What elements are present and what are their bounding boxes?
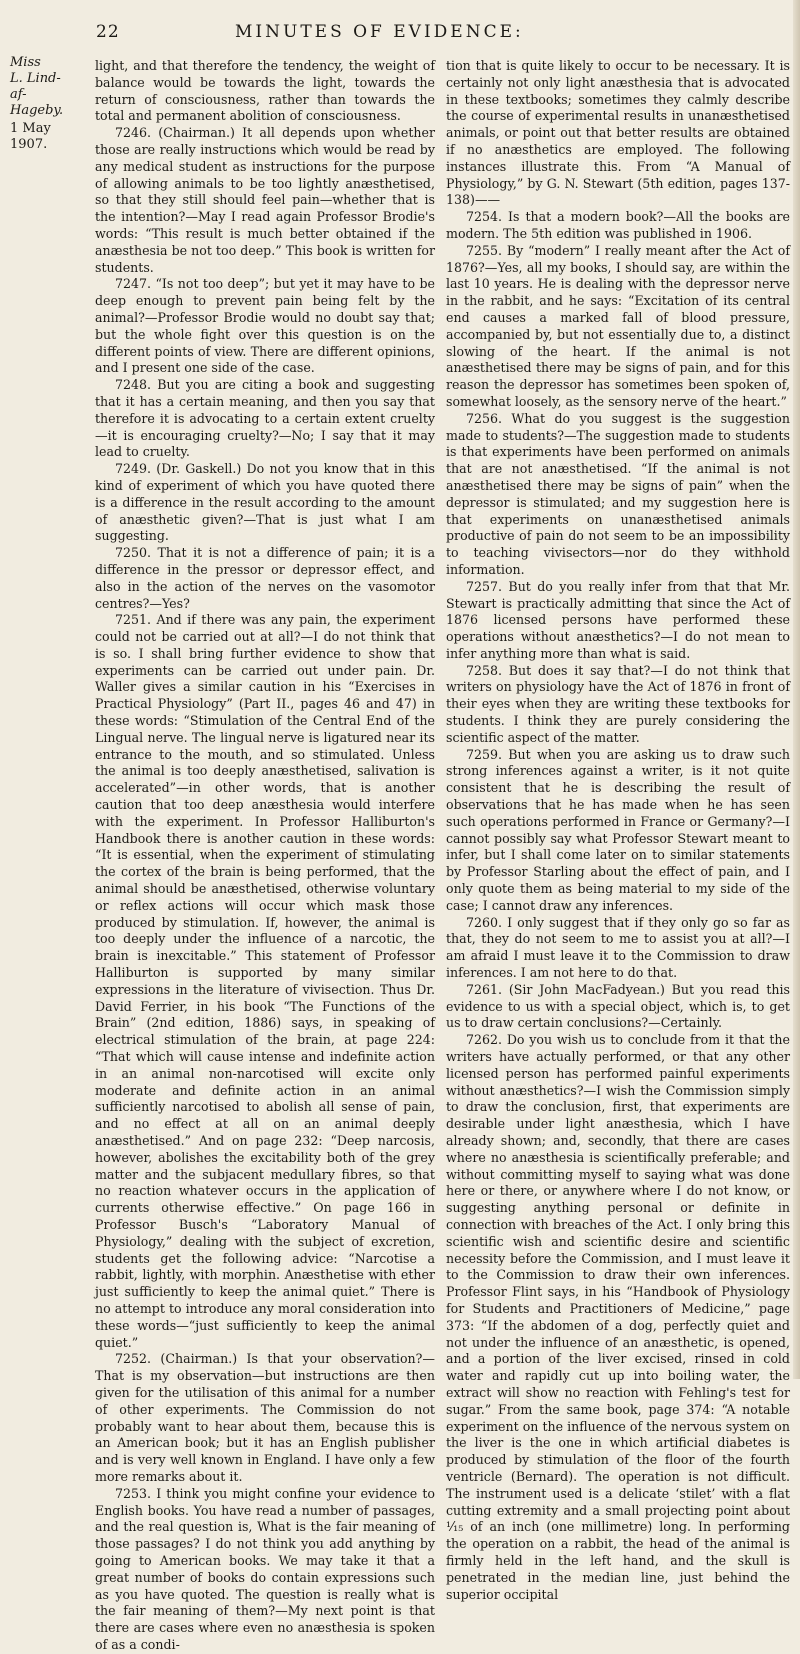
paragraph: 7247. “Is not too deep”; but yet it may have to be deep enough to prevent pain being felt by the animal?—Professor Brodie would no doubt say that; but the whole fight over this question is on the different points of view. There are different opinions, and I present one side of the case. (95, 276, 435, 376)
left-column (95, 58, 435, 1654)
paragraph: tion that is quite likely to occur to be necessary. It is certainly not only light anæsthesia that is advocated in these textbooks; sometimes they calmly describe the course of experimental results in unanæsthetised animals, or point out that better results are obtained if no anæsthetics are employed. The following instances illustrate this. From “A Manual of Physiology,” by G. N. Stewart (5th edition, pages 137-138)—— (446, 58, 790, 208)
paragraph: 7261. (Sir John MacFadyean.) But you read this evidence to us with a special object, which is, to get us to draw certain conclusions?—Certainly. (446, 981, 790, 1031)
paragraph: light, and that therefore the tendency, the weight of balance would be towards the light, towards the return of consciousness, rather than towards the total and permanent abolition of consciousness. (95, 58, 435, 124)
paragraph: 7252. (Chairman.) Is that your observation?—That is my observation—but instructions are then given for the utilisation of this animal for a number of other experiments. The Commission do not probably want to hear about them, because this is an American book; but it has an English publisher and is very well known in England. I have only a few more remarks about it. (95, 1351, 435, 1484)
witness-margin-note (10, 55, 72, 153)
right-column (446, 58, 790, 1603)
page-edge-shadow (793, 0, 800, 1379)
paragraph: 7250. That it is not a difference of pain; it is a difference in the pressor or depressor effect, and also in the action of the nerves on the vasomotor centres?—Yes? (95, 545, 435, 611)
paragraph: 7248. But you are citing a book and suggesting that it has a certain meaning, and then you say that therefore it is advocating to a certain extent cruelty—it is encouraging cruelty?—No; I say that it may lead to cruelty. (95, 377, 435, 460)
paragraph: 7258. But does it say that?—I do not think that writers on physiology have the Act of 1876 in front of their eyes when they are writing these textbooks for students. I think they are purely considering the scientific aspect of the matter. (446, 662, 790, 745)
paragraph: 7251. And if there was any pain, the experiment could not be carried out at all?—I do not think that is so. I shall bring further evidence to show that experiments can be carried out under pain. Dr. Waller gives a similar caution in his “Exercises in Practical Physiology” (Part II., pages 46 and 47) in these words: “Stimulation of the Central End of the Lingual nerve. The lingual nerve is ligatured near its entrance to the mouth, and so stimulated. Unless the animal is too deeply anæsthetised, salivation is accelerated”—in other words, that is another caution that too deep anæsthesia would interfere with the experiment. In Professor Halliburton's Handbook there is another caution in these words: “It is essential, when the experiment of stimulating the cortex of the brain is being performed, that the animal should be anæsthetised, otherwise voluntary or reflex actions will occur which mask those produced by stimulation. If, however, the animal is too deeply under the influence of a narcotic, the brain is inexcitable.” This statement of Professor Halliburton is supported by many similar expressions in the literature of vivisection. Thus Dr. David Ferrier, in his book “The Functions of the Brain” (2nd edition, 1886) says, in speaking of electrical stimulation of the brain, at page 224: “That which will cause intense and indefinite action in an animal non-narcotised will excite only moderate and definite action in an animal sufficiently narcotised to abolish all sense of pain, and no effect at all on an animal deeply anæsthetised.” And on page 232: “Deep narcosis, however, abolishes the excitability both of the grey matter and the subjacent medullary fibres, so that no reaction whatever occurs in the application of currents otherwise effective.” On page 166 in Professor Busch's “Laboratory Manual of Physiology,” dealing with the subject of excretion, students get the following advice: “Narcotise a rabbit, lightly, with morphin. Anæsthetise with ether just sufficiently to keep the animal quiet.” There is no attempt to introduce any moral consideration into these words—“just sufficiently to keep the animal quiet.” (95, 612, 435, 1350)
page-number: 22 (96, 22, 120, 42)
witness-name-line-2: L. Lind-af- (10, 71, 61, 102)
paragraph: 7249. (Dr. Gaskell.) Do not you know that in this kind of experiment of which you have quoted there is a difference in the result according to the amount of anæsthetic given?—That is just what I am suggesting. (95, 461, 435, 544)
paragraph: 7253. I think you might confine your evidence to English books. You have read a number of passages, and the real question is, What is the fair meaning of those passages? I do not think you add anything by going to American books. We may take it that a great number of books do contain expressions such as you have quoted. The question is really what is the fair meaning of them?—My next point is that there are cases where even no anæsthesia is spoken of as a condi- (95, 1485, 435, 1652)
paragraph: 7246. (Chairman.) It all depends upon whether those are really instructions which would be read by any medical student as instructions for the purpose of allowing animals to be too lightly anæsthetised, so that they still should feel pain—whether that is the intention?—May I read again Professor Brodie's words: “This result is much better obtained if the anæsthesia be not too deep.” This book is written for students. (95, 125, 435, 275)
paragraph: 7262. Do you wish us to conclude from it that the writers have actually performed, or that any other licensed person has performed painful experiments without anæsthetics?—I wish the Commission simply to draw the conclusion, first, that experiments are desirable under light anæsthesia, which I have already shown; and, secondly, that there are cases where no anæsthesia is scientifically preferable; and without committing myself to saying what was done here or there, or anywhere where I do not know, or suggesting anything personal or definite in connection with breaches of the Act. I only bring this scientific wish and scientific desire and scientific necessity before the Commission, and I must leave it to the Commission to draw their own inferences. Professor Flint says, in his “Handbook of Physiology for Students and Practitioners of Medicine,” page 373: “If the abdomen of a dog, perfectly quiet and not under the influence of an anæsthetic, is opened, and a portion of the liver excised, rinsed in cold water and rapidly cut up into boiling water, the extract will show no reaction with Fehling's test for sugar.” From the same book, page 374: “A notable experiment on the influence of the nervous system on the liver is the one in which artificial diabetes is produced by stimulation of the floor of the fourth ventricle (Bernard). The operation is not difficult. The instrument used is a delicate ‘stilet’ with a flat cutting extremity and a small projecting point about ¹⁄₁₅ of an inch (one millimetre) long. In performing the operation on a rabbit, the head of the animal is firmly held in the left hand, and the skull is penetrated in the median line, just behind the superior occipital (446, 1032, 790, 1602)
paragraph: 7259. But when you are asking us to draw such strong inferences against a writer, is it not quite consistent that he is describing the result of observations that he has made when he has seen such operations performed in France or Germany?—I cannot possibly say what Professor Stewart meant to infer, but I shall come later on to similar statements by Professor Starling about the effect of pain, and I only quote them as being material to my side of the case; I cannot draw any inferences. (446, 746, 790, 913)
paragraph: 7254. Is that a modern book?—All the books are modern. The 5th edition was published in 1906. (446, 209, 790, 241)
paragraph: 7260. I only suggest that if they only go so far as that, they do not seem to me to assist you at all?—I am afraid I must leave it to the Commission to draw inferences. I am not here to do that. (446, 914, 790, 981)
witness-name-line-1: Miss (10, 55, 41, 70)
paragraph: 7257. But do you really infer from that that Mr. Stewart is practically admitting that since the Act of 1876 licensed persons have performed these operations without anæsthetics?—I do not mean to infer anything more than what is said. (446, 578, 790, 661)
running-head: MINUTES OF EVIDENCE: (235, 22, 524, 42)
witness-name-line-3: Hageby. (10, 103, 64, 118)
paragraph: 7255. By “modern” I really meant after the Act of 1876?—Yes, all my books, I should say, are within the last 10 years. He is dealing with the depressor nerve in the rabbit, and he says: “Excitation of its central end causes a marked fall of blood pressure, accompanied by, but not essentially due to, a distinct slowing of the heart. If the animal is not anæsthetised there may be signs of pain, and for this reason the depressor has sometimes been spoken of, somewhat loosely, as the sensory nerve of the heart.” (446, 242, 790, 409)
witness-date: 1 May 1907. (10, 121, 51, 152)
paragraph: 7256. What do you suggest is the suggestion made to students?—The suggestion made to students is that experiments have been performed on animals that are not anæsthetised. “If the animal is not anæsthetised there may be signs of pain” when the depressor is stimulated; and my suggestion here is that experiments on unanæsthetised animals productive of pain do not seem to be an impossibility to teaching vivisectors—nor do they withhold information. (446, 410, 790, 577)
